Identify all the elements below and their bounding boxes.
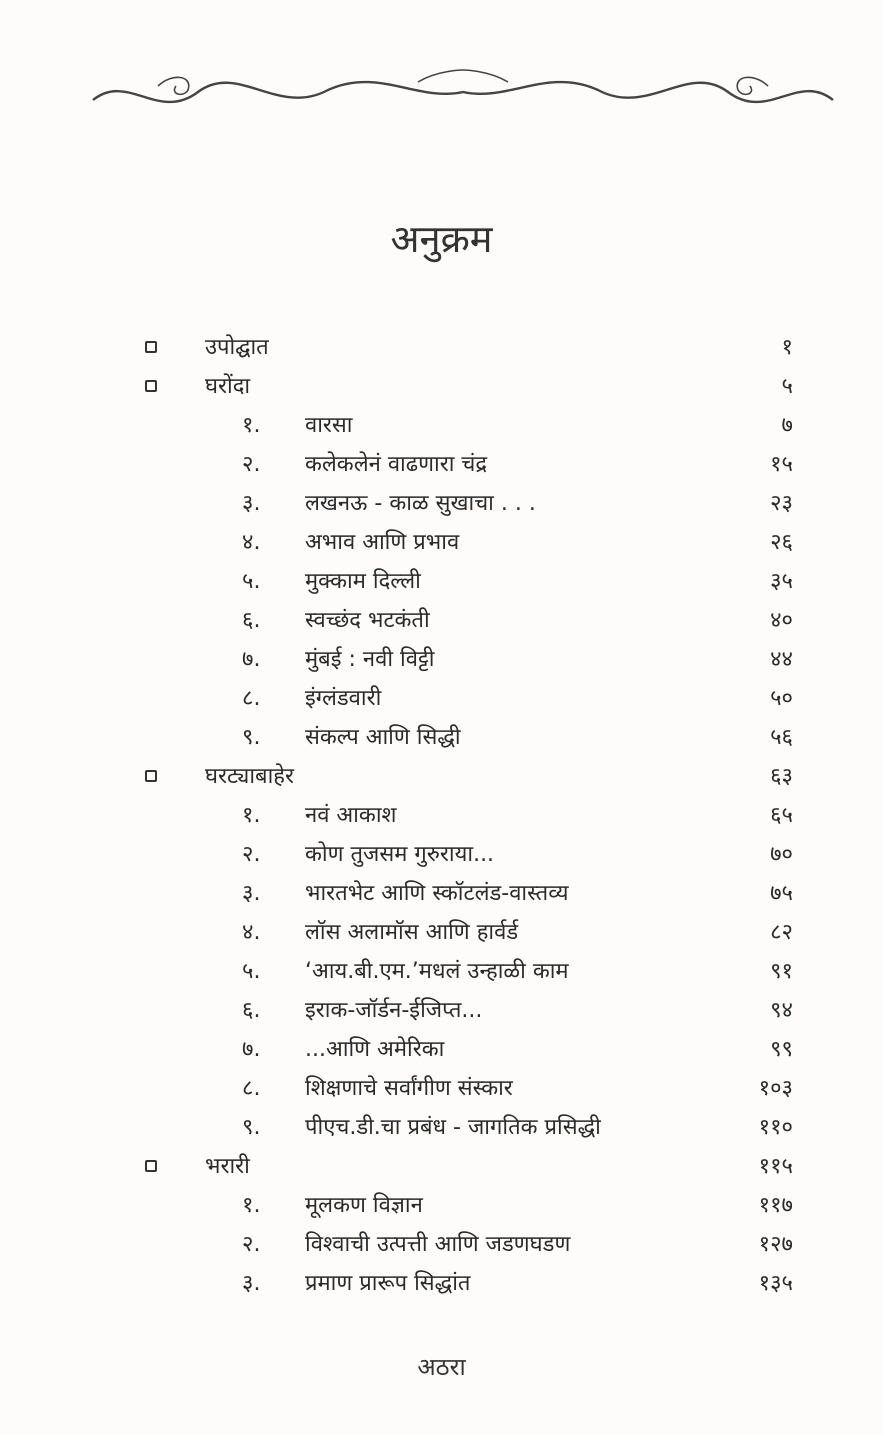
chapter-title: नवं आकाश [305,803,397,828]
page-number: ६३ [770,764,793,789]
toc-chapter-row [0,1108,883,1147]
chapter-number: ९. [242,1115,261,1140]
toc-chapter-row [0,1264,883,1303]
toc-chapter-row [0,1225,883,1264]
section-title: घरट्याबाहेर [205,764,294,789]
chapter-title: कलेकलेनं वाढणारा चंद्र [305,452,488,477]
page-number: ५ [781,374,793,399]
page-title: अनुक्रम [390,217,493,261]
chapter-title: शिक्षणाचे सर्वांगीण संस्कार [305,1076,513,1101]
toc-chapter-row [0,1069,883,1108]
toc-section-row [0,328,883,367]
chapter-number: ७. [242,1037,261,1062]
chapter-number: ३. [242,1271,261,1296]
page-number: १२७ [758,1232,793,1257]
chapter-title: लॉस अलामॉस आणि हार्वर्ड [305,920,519,945]
chapter-number: ६. [242,998,261,1023]
toc-section-row [0,757,883,796]
page-number: १३५ [758,1271,793,1296]
chapter-title: पीएच.डी.चा प्रबंध - जागतिक प्रसिद्धी [305,1115,601,1140]
section-title: घरोंदा [205,374,251,399]
chapter-title: संकल्प आणि सिद्धी [305,725,461,750]
table-of-contents [0,328,883,1303]
page-number: १०३ [758,1076,793,1101]
chapter-title: भारतभेट आणि स्कॉटलंड-वास्तव्य [305,881,569,906]
chapter-number: ५. [242,959,261,984]
chapter-number: ७. [242,647,261,672]
chapter-title: मुक्काम दिल्ली [305,569,421,594]
chapter-number: ८. [242,1076,261,1101]
toc-chapter-row [0,952,883,991]
toc-chapter-row [0,562,883,601]
chapter-title: मूलकण विज्ञान [305,1193,423,1218]
chapter-number: ४. [242,530,261,555]
page-number: ३५ [770,569,793,594]
page-number: ९९ [770,1037,793,1062]
page-number: ७५ [770,881,793,906]
section-title: उपोद्घात [205,335,269,360]
page-number: ६५ [770,803,793,828]
toc-chapter-row [0,601,883,640]
toc-chapter-row [0,796,883,835]
chapter-number: ८. [242,686,261,711]
page-number: ९१ [770,959,793,984]
page-number: ११५ [758,1154,793,1179]
page-number: १५ [770,452,793,477]
page-number: २३ [770,491,793,516]
toc-chapter-row [0,406,883,445]
chapter-number: ५. [242,569,261,594]
toc-chapter-row [0,835,883,874]
chapter-number: ९. [242,725,261,750]
toc-section-row [0,1147,883,1186]
page-number: ११७ [758,1193,793,1218]
chapter-number: ३. [242,491,261,516]
chapter-number: ३. [242,881,261,906]
chapter-title: इराक-जॉर्डन-ईजिप्त... [305,998,483,1023]
chapter-title: विश्वाची उत्पत्ती आणि जडणघडण [305,1232,571,1257]
section-title: भरारी [205,1154,250,1179]
chapter-title: ...आणि अमेरिका [305,1037,445,1062]
page-number: ४० [770,608,793,633]
decorative-flourish [88,62,838,122]
toc-section-row [0,367,883,406]
toc-chapter-row [0,874,883,913]
toc-chapter-row [0,523,883,562]
page-number-footer: अठरा [417,1353,466,1381]
toc-chapter-row [0,640,883,679]
page-number: ८२ [770,920,793,945]
chapter-number: २. [242,452,261,477]
chapter-number: ६. [242,608,261,633]
chapter-title: वारसा [305,413,353,438]
page-number: ५६ [770,725,793,750]
chapter-number: ४. [242,920,261,945]
chapter-title: प्रमाण प्रारूप सिद्धांत [305,1271,471,1296]
page-number: १ [781,335,793,360]
toc-chapter-row [0,1186,883,1225]
chapter-title: अभाव आणि प्रभाव [305,530,460,555]
toc-chapter-row [0,484,883,523]
chapter-title: ‘आय.बी.एम.’मधलं उन्हाळी काम [305,959,569,984]
page-number: ९४ [770,998,793,1023]
toc-chapter-row [0,991,883,1030]
page-number: ५० [770,686,793,711]
checkbox-bullet-icon [145,770,157,782]
page-number: २६ [770,530,793,555]
toc-chapter-row [0,445,883,484]
chapter-title: लखनऊ - काळ सुखाचा . . . [305,491,536,516]
chapter-number: १. [242,413,261,438]
checkbox-bullet-icon [145,1160,157,1172]
chapter-number: २. [242,1232,261,1257]
toc-chapter-row [0,679,883,718]
chapter-title: इंग्लंडवारी [305,686,382,711]
toc-chapter-row [0,718,883,757]
chapter-number: १. [242,803,261,828]
chapter-number: २. [242,842,261,867]
page-number: ७ [781,413,793,438]
checkbox-bullet-icon [145,380,157,392]
toc-chapter-row [0,1030,883,1069]
chapter-title: स्वच्छंद भटकंती [305,608,430,633]
page-number: ४४ [770,647,793,672]
checkbox-bullet-icon [145,341,157,353]
chapter-title: कोण तुजसम गुरुराया... [305,842,495,867]
toc-chapter-row [0,913,883,952]
page-number: ११० [758,1115,793,1140]
chapter-title: मुंबई : नवी विट्टी [305,647,435,672]
page-number: ७० [770,842,793,867]
chapter-number: १. [242,1193,261,1218]
